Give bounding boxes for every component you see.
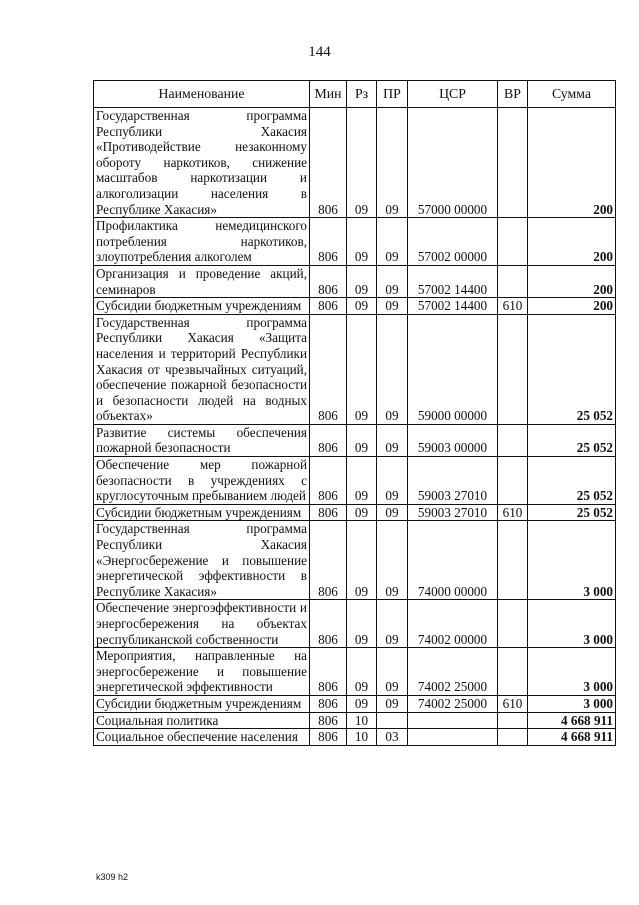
cell-csr: 59003 27010: [408, 457, 498, 505]
table-row: [94, 695, 616, 712]
cell-csr: 59003 00000: [408, 424, 498, 456]
cell-name: Государственная программа Республики Хакасия «Противодействие незаконному обороту наркотиков, снижение масштабов наркотизации и алкоголизации населения в Республике Хакасия»: [94, 108, 310, 218]
cell-rz: 09: [347, 424, 377, 456]
table-row: [94, 314, 616, 424]
table-row: [94, 504, 616, 521]
header-min: Мин: [310, 81, 347, 108]
cell-rz: 09: [347, 108, 377, 218]
cell-csr: [408, 712, 498, 729]
cell-name: Организация и проведение акций, семинаров: [94, 265, 310, 297]
cell-min: 806: [310, 695, 347, 712]
cell-sum: 3 000: [528, 695, 616, 712]
cell-vr: [498, 457, 528, 505]
cell-pr: 09: [377, 521, 408, 600]
table-row: [94, 729, 616, 746]
cell-pr: 09: [377, 314, 408, 424]
cell-vr: 610: [498, 298, 528, 315]
cell-name: Обеспечение энергоэффективности и энергосбережения на объектах республиканской собственности: [94, 600, 310, 648]
cell-sum: 4 668 911: [528, 729, 616, 746]
cell-sum: 200: [528, 265, 616, 297]
cell-min: 806: [310, 521, 347, 600]
cell-rz: 10: [347, 712, 377, 729]
cell-csr: 74000 00000: [408, 521, 498, 600]
cell-pr: 09: [377, 108, 408, 218]
cell-vr: [498, 712, 528, 729]
cell-sum: 25 052: [528, 424, 616, 456]
cell-pr: 09: [377, 265, 408, 297]
cell-sum: 3 000: [528, 648, 616, 696]
cell-min: 806: [310, 265, 347, 297]
cell-vr: [498, 600, 528, 648]
cell-rz: 09: [347, 265, 377, 297]
cell-sum: 3 000: [528, 600, 616, 648]
cell-sum: 200: [528, 218, 616, 266]
cell-name: Профилактика немедицинского потребления наркотиков, злоупотребления алкоголем: [94, 218, 310, 266]
cell-rz: 09: [347, 600, 377, 648]
cell-min: 806: [310, 108, 347, 218]
table-row: [94, 265, 616, 297]
cell-sum: 4 668 911: [528, 712, 616, 729]
table-row: [94, 108, 616, 218]
table-row: [94, 457, 616, 505]
cell-min: 806: [310, 314, 347, 424]
cell-sum: 25 052: [528, 504, 616, 521]
cell-pr: [377, 712, 408, 729]
table-row: [94, 600, 616, 648]
cell-sum: 25 052: [528, 314, 616, 424]
cell-pr: 03: [377, 729, 408, 746]
cell-sum: 200: [528, 298, 616, 315]
cell-min: 806: [310, 424, 347, 456]
table-row: [94, 424, 616, 456]
cell-csr: 57002 00000: [408, 218, 498, 266]
cell-min: 806: [310, 504, 347, 521]
footer-code: k309 h2: [96, 872, 129, 882]
cell-csr: 57002 14400: [408, 265, 498, 297]
cell-min: 806: [310, 218, 347, 266]
cell-rz: 09: [347, 504, 377, 521]
header-csr: ЦСР: [408, 81, 498, 108]
cell-pr: 09: [377, 457, 408, 505]
cell-vr: [498, 424, 528, 456]
cell-pr: 09: [377, 298, 408, 315]
cell-rz: 09: [347, 695, 377, 712]
cell-sum: 25 052: [528, 457, 616, 505]
cell-rz: 09: [347, 314, 377, 424]
cell-vr: [498, 314, 528, 424]
cell-rz: 09: [347, 648, 377, 696]
cell-min: 806: [310, 600, 347, 648]
cell-csr: 59003 27010: [408, 504, 498, 521]
table-row: [94, 712, 616, 729]
cell-pr: 09: [377, 504, 408, 521]
header-pr: ПР: [377, 81, 408, 108]
page-number: 144: [308, 44, 331, 60]
cell-pr: 09: [377, 424, 408, 456]
cell-vr: [498, 218, 528, 266]
cell-min: 806: [310, 712, 347, 729]
cell-pr: 09: [377, 695, 408, 712]
cell-min: 806: [310, 648, 347, 696]
cell-csr: [408, 729, 498, 746]
table-row: [94, 648, 616, 696]
cell-name: Социальное обеспечение населения: [94, 729, 310, 746]
cell-vr: [498, 648, 528, 696]
header-sum: Сумма: [528, 81, 616, 108]
cell-csr: 57000 00000: [408, 108, 498, 218]
cell-min: 806: [310, 457, 347, 505]
cell-vr: [498, 729, 528, 746]
cell-sum: 200: [528, 108, 616, 218]
cell-sum: 3 000: [528, 521, 616, 600]
cell-vr: [498, 265, 528, 297]
cell-min: 806: [310, 298, 347, 315]
cell-vr: 610: [498, 504, 528, 521]
cell-min: 806: [310, 729, 347, 746]
header-name: Наименование: [94, 81, 310, 108]
table-row: [94, 521, 616, 600]
cell-pr: 09: [377, 648, 408, 696]
cell-csr: 57002 14400: [408, 298, 498, 315]
budget-table: [93, 80, 616, 746]
header-rz: Рз: [347, 81, 377, 108]
cell-rz: 09: [347, 218, 377, 266]
header-vr: ВР: [498, 81, 528, 108]
cell-pr: 09: [377, 218, 408, 266]
cell-rz: 09: [347, 457, 377, 505]
cell-rz: 10: [347, 729, 377, 746]
cell-name: Развитие системы обеспечения пожарной безопасности: [94, 424, 310, 456]
cell-vr: [498, 521, 528, 600]
cell-csr: 74002 00000: [408, 600, 498, 648]
cell-name: Государственная программа Республики Хакасия «Энергосбережение и повышение энергетической эффективности в Республике Хакасия»: [94, 521, 310, 600]
cell-pr: 09: [377, 600, 408, 648]
cell-name: Государственная программа Республики Хакасия «Защита населения и территорий Республики Хакасия от чрезвычайных ситуаций, обеспечение пожарной безопасности и безопасности людей на водных объектах»: [94, 314, 310, 424]
table-row: [94, 218, 616, 266]
table-header-row: [94, 81, 616, 108]
cell-csr: 59000 00000: [408, 314, 498, 424]
cell-csr: 74002 25000: [408, 695, 498, 712]
cell-rz: 09: [347, 298, 377, 315]
cell-csr: 74002 25000: [408, 648, 498, 696]
cell-name: Мероприятия, направленные на энергосбережение и повышение энергетической эффективности: [94, 648, 310, 696]
cell-name: Социальная политика: [94, 712, 310, 729]
cell-name: Обеспечение мер пожарной безопасности в учреждениях с круглосуточным пребыванием людей: [94, 457, 310, 505]
cell-rz: 09: [347, 521, 377, 600]
table-row: [94, 298, 616, 315]
cell-vr: 610: [498, 695, 528, 712]
cell-vr: [498, 108, 528, 218]
cell-name: Субсидии бюджетным учреждениям: [94, 695, 310, 712]
cell-name: Субсидии бюджетным учреждениям: [94, 298, 310, 315]
cell-name: Субсидии бюджетным учреждениям: [94, 504, 310, 521]
